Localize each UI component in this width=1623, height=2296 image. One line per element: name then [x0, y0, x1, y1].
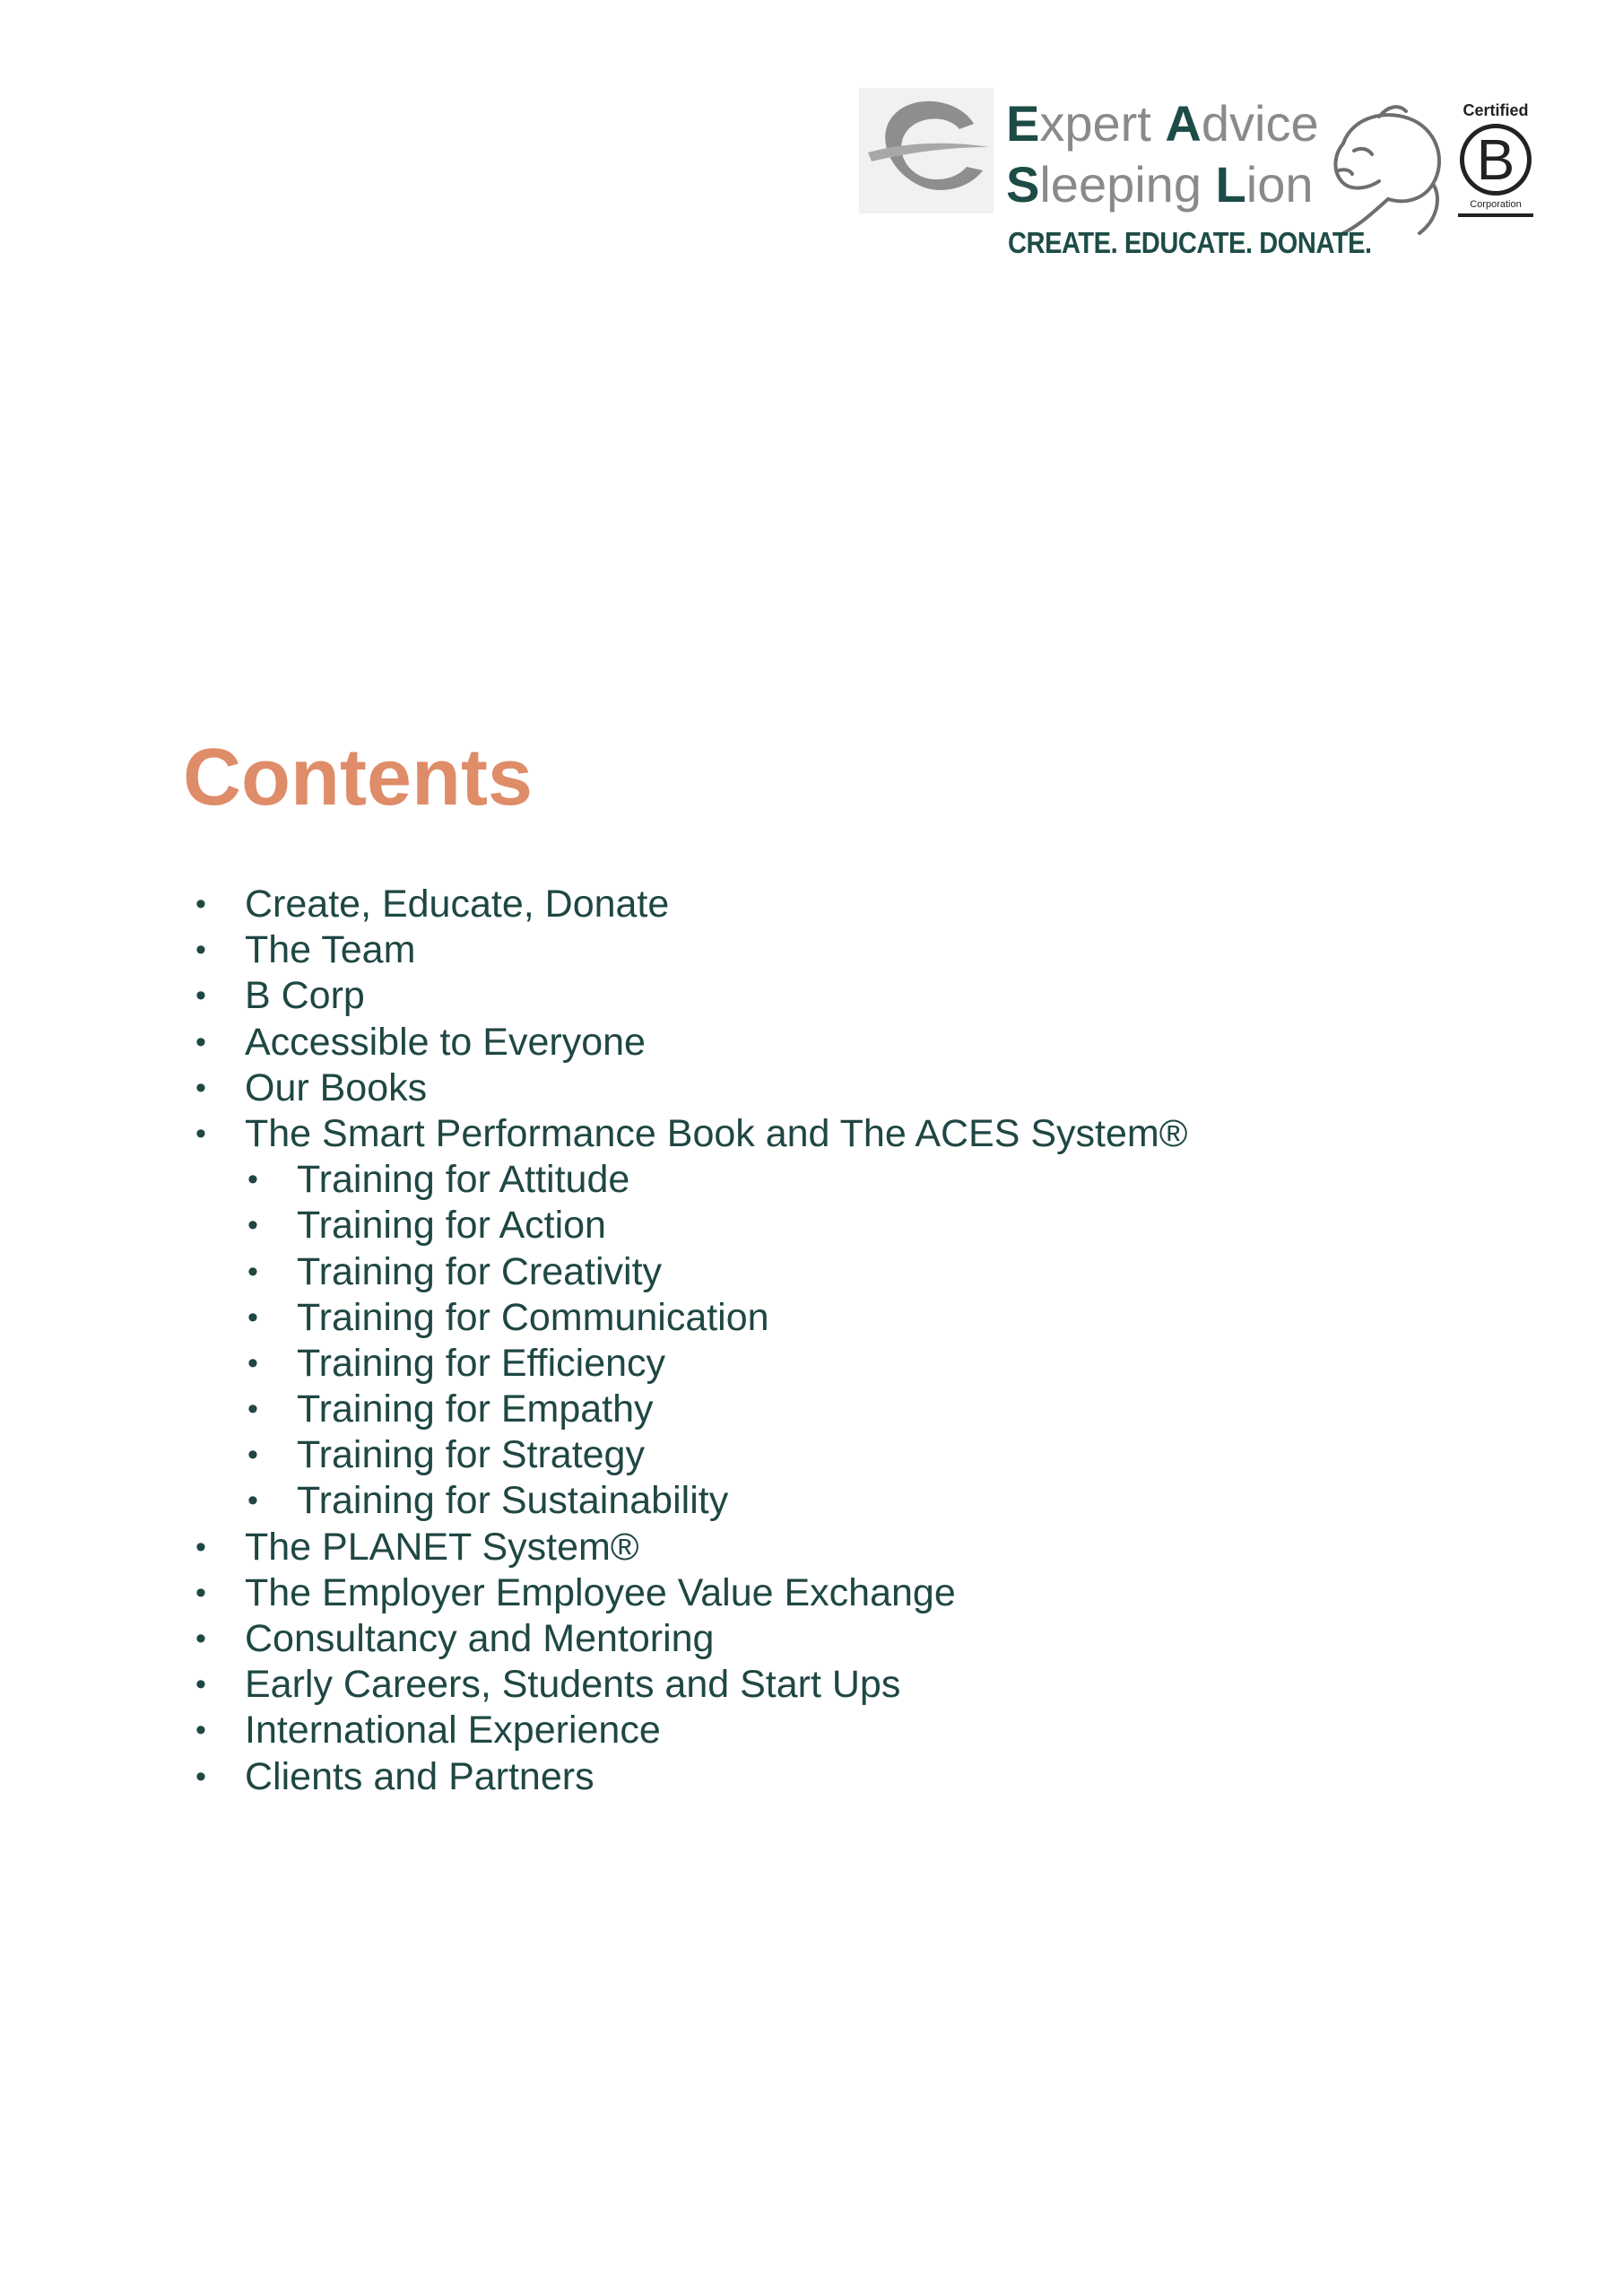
bullet-icon: • — [195, 1529, 206, 1564]
toc-item-label: The Smart Performance Book and The ACES System® — [245, 1111, 1188, 1155]
logo-cap-e: E — [1006, 95, 1040, 152]
bullet-icon: • — [247, 1162, 258, 1197]
toc-item-label: Our Books — [245, 1065, 428, 1109]
toc-item[interactable] — [0, 1065, 1345, 1111]
toc-item[interactable] — [0, 1616, 1345, 1662]
lion-head-icon — [1325, 99, 1460, 247]
toc-item-label: B Corp — [245, 974, 365, 1018]
toc-item-label: Training for Efficiency — [297, 1341, 666, 1385]
toc-item-label: Training for Communication — [297, 1295, 769, 1339]
logo-cap-l: L — [1215, 156, 1246, 213]
toc-item-label: Training for Strategy — [297, 1433, 645, 1477]
toc-item-label: The PLANET System® — [245, 1525, 639, 1569]
bullet-icon: • — [195, 1116, 206, 1151]
bullet-icon: • — [247, 1345, 258, 1380]
toc-item[interactable] — [0, 1387, 1345, 1432]
bullet-icon: • — [195, 1024, 206, 1059]
bullet-icon: • — [195, 1713, 206, 1748]
swoosh-e-icon — [859, 88, 994, 213]
toc-item-label: Create, Educate, Donate — [245, 883, 670, 926]
bcorp-certified-label: Certified — [1462, 101, 1529, 119]
toc-item[interactable] — [0, 1662, 1345, 1708]
toc-item-label: Training for Attitude — [297, 1158, 630, 1202]
toc-item[interactable] — [0, 1525, 1345, 1570]
bullet-icon: • — [247, 1254, 258, 1289]
bullet-icon: • — [247, 1483, 258, 1518]
bcorp-b-icon — [1460, 124, 1532, 196]
toc-item-label: International Experience — [245, 1709, 661, 1752]
logo-line-1 — [1006, 93, 1365, 154]
bullet-icon: • — [247, 1392, 258, 1427]
logo-wordmark — [1006, 93, 1365, 215]
toc-item[interactable] — [0, 1249, 1345, 1295]
company-logo — [859, 83, 1542, 271]
toc-item-label: Clients and Partners — [245, 1754, 595, 1798]
logo-line-2 — [1006, 154, 1365, 215]
bullet-icon: • — [247, 1208, 258, 1243]
toc-item-label: Accessible to Everyone — [245, 1020, 646, 1064]
bullet-icon: • — [195, 887, 206, 921]
toc-item[interactable] — [0, 1708, 1345, 1753]
toc-item[interactable] — [0, 1478, 1345, 1524]
bullet-icon: • — [247, 1438, 258, 1473]
toc-item[interactable] — [0, 927, 1345, 973]
toc-item[interactable] — [0, 1341, 1345, 1387]
bcorp-badge — [1451, 100, 1541, 222]
logo-word-xpert: xpert — [1039, 95, 1166, 152]
toc-item[interactable] — [0, 973, 1345, 1019]
toc-item-label: Training for Action — [297, 1204, 606, 1248]
logo-cap-a: A — [1165, 95, 1202, 152]
toc-item-label: Early Careers, Students and Start Ups — [245, 1663, 901, 1707]
bullet-icon: • — [247, 1300, 258, 1335]
table-of-contents — [0, 882, 1345, 1800]
bullet-icon: • — [195, 978, 206, 1013]
bullet-icon: • — [195, 933, 206, 968]
bcorp-corporation-label: Corporation — [1470, 199, 1522, 210]
page-title: Contents — [183, 733, 533, 822]
logo-cap-s: S — [1006, 156, 1040, 213]
bullet-icon: • — [195, 1575, 206, 1610]
toc-item-label: Training for Creativity — [297, 1249, 663, 1293]
toc-item[interactable] — [0, 1295, 1345, 1341]
bullet-icon: • — [195, 1667, 206, 1702]
logo-word-dvice: dvice — [1201, 95, 1319, 152]
logo-word-ion: ion — [1245, 156, 1314, 213]
logo-tagline: CREATE. EDUCATE. DONATE. — [1008, 226, 1372, 259]
toc-item[interactable] — [0, 882, 1345, 927]
toc-item[interactable] — [0, 1157, 1345, 1203]
toc-item[interactable] — [0, 1754, 1345, 1800]
logo-word-leeping: leeping — [1039, 156, 1216, 213]
toc-item[interactable] — [0, 1020, 1345, 1065]
bullet-icon: • — [195, 1759, 206, 1794]
bcorp-letter: B — [1476, 127, 1515, 192]
toc-item[interactable] — [0, 1111, 1345, 1157]
toc-item[interactable] — [0, 1432, 1345, 1478]
toc-item-label: The Employer Employee Value Exchange — [245, 1570, 956, 1614]
toc-item-label: The Team — [245, 928, 416, 972]
toc-item-label: Consultancy and Mentoring — [245, 1617, 715, 1660]
toc-item-label: Training for Sustainability — [297, 1479, 729, 1523]
bullet-icon: • — [195, 1622, 206, 1656]
toc-item[interactable] — [0, 1203, 1345, 1248]
bullet-icon: • — [195, 1070, 206, 1105]
toc-item[interactable] — [0, 1570, 1345, 1616]
bcorp-underline — [1458, 213, 1533, 217]
toc-item-label: Training for Empathy — [297, 1387, 654, 1431]
